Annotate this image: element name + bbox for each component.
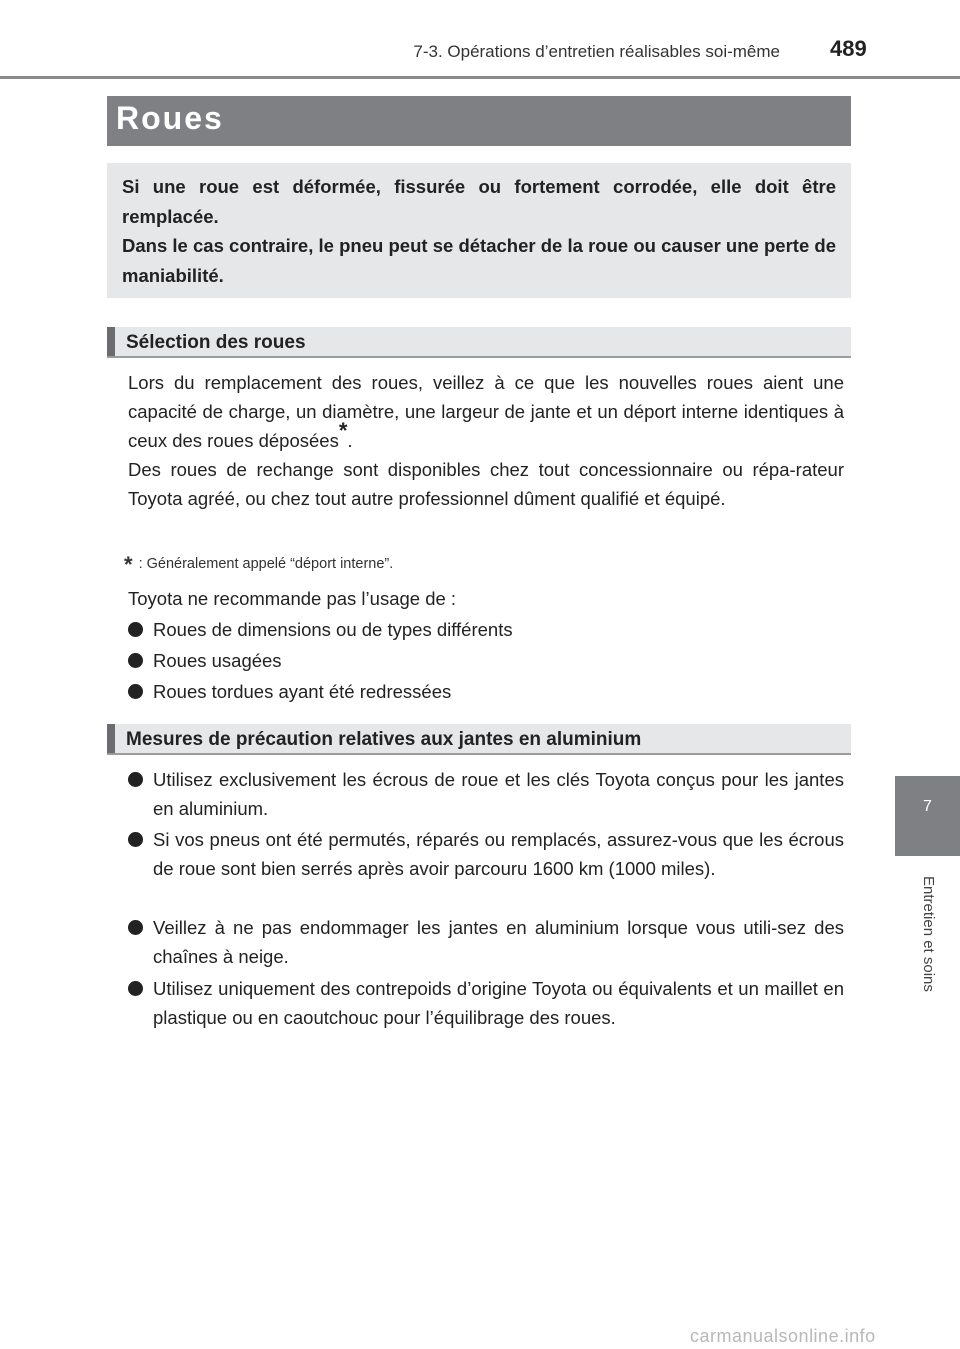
list-item-text: Roues tordues ayant été redressées (153, 681, 452, 702)
section-heading-aluminium-precautions (107, 724, 851, 755)
recommendation-lead: Toyota ne recommande pas l’usage de : (128, 588, 457, 609)
paragraph-replacement-text: Lors du remplacement des roues, veillez à ce que les nouvelles roues aient une capacité de charge, un diamètre, une largeur de jante et un déport interne identiques à ceux des roues déposées (128, 372, 844, 451)
intro-text (122, 172, 836, 290)
watermark: carmanualsonline.info (690, 1326, 876, 1346)
header-divider (0, 76, 960, 79)
bullet-icon (128, 920, 143, 935)
bullet-icon (128, 772, 143, 787)
page-title: Roues (116, 100, 224, 136)
bullet-icon (128, 981, 143, 996)
list-item-text: Utilisez uniquement des contrepoids d’origine Toyota ou équivalents et un maillet en plastique ou en caoutchouc pour l’équilibrage des roues. (153, 978, 844, 1028)
bullet-icon (128, 832, 143, 847)
footnote-asterisk: * (124, 552, 133, 577)
chapter-tab (895, 776, 960, 856)
intro-line-2: Dans le cas contraire, le pneu peut se détacher de la roue ou causer une perte de maniabilité. (122, 235, 836, 286)
list-item-text: Veillez à ne pas endommager les jantes en aluminium lorsque vous utili-sez des chaînes à neige. (153, 917, 844, 967)
list-item-text: Utilisez exclusivement les écrous de roue et les clés Toyota conçus pour les jantes en aluminium. (153, 769, 844, 819)
section-heading-bar (107, 327, 115, 356)
paragraph-replacement-end: . (347, 430, 353, 451)
chapter-header: 7-3. Opérations d’entretien réalisables soi-même (413, 42, 780, 61)
section-heading-label: Mesures de précaution relatives aux jantes en aluminium (126, 729, 642, 750)
list-item (128, 615, 844, 644)
page-number: 489 (830, 36, 867, 61)
chapter-tab-number: 7 (923, 798, 932, 815)
paragraph-availability: Des roues de rechange sont disponibles chez tout concessionnaire ou répa-rateur Toyota agréé, ou chez tout autre professionnel dûment qualifié et équipé. (128, 459, 844, 509)
asterisk-mark: * (338, 417, 348, 443)
bullet-icon (128, 653, 143, 668)
list-item (128, 825, 844, 883)
list-item (128, 677, 844, 706)
paragraph-replacement (128, 368, 844, 455)
intro-line-1: Si une roue est déformée, fissurée ou fortement corrodée, elle doit être remplacée. (122, 176, 836, 227)
chapter-tab-label: Entretien et soins (920, 876, 937, 992)
section-heading-label: Sélection des roues (126, 332, 306, 353)
list-item (128, 974, 844, 1032)
list-item-text: Si vos pneus ont été permutés, réparés ou remplacés, assurez-vous que les écrous de roue sont bien serrés après avoir parcouru 1600 km (1000 miles). (153, 829, 844, 879)
bullet-icon (128, 622, 143, 637)
list-item-text: Roues de dimensions ou de types différents (153, 619, 513, 640)
section-heading-wheel-selection (107, 327, 851, 358)
footnote (124, 548, 840, 577)
bullet-icon (128, 684, 143, 699)
footnote-text: : Généralement appelé “déport interne”. (138, 556, 394, 572)
list-item (128, 646, 844, 675)
list-item-text: Roues usagées (153, 650, 282, 671)
list-item (128, 913, 844, 971)
list-item (128, 765, 844, 823)
section-heading-bar (107, 724, 115, 753)
